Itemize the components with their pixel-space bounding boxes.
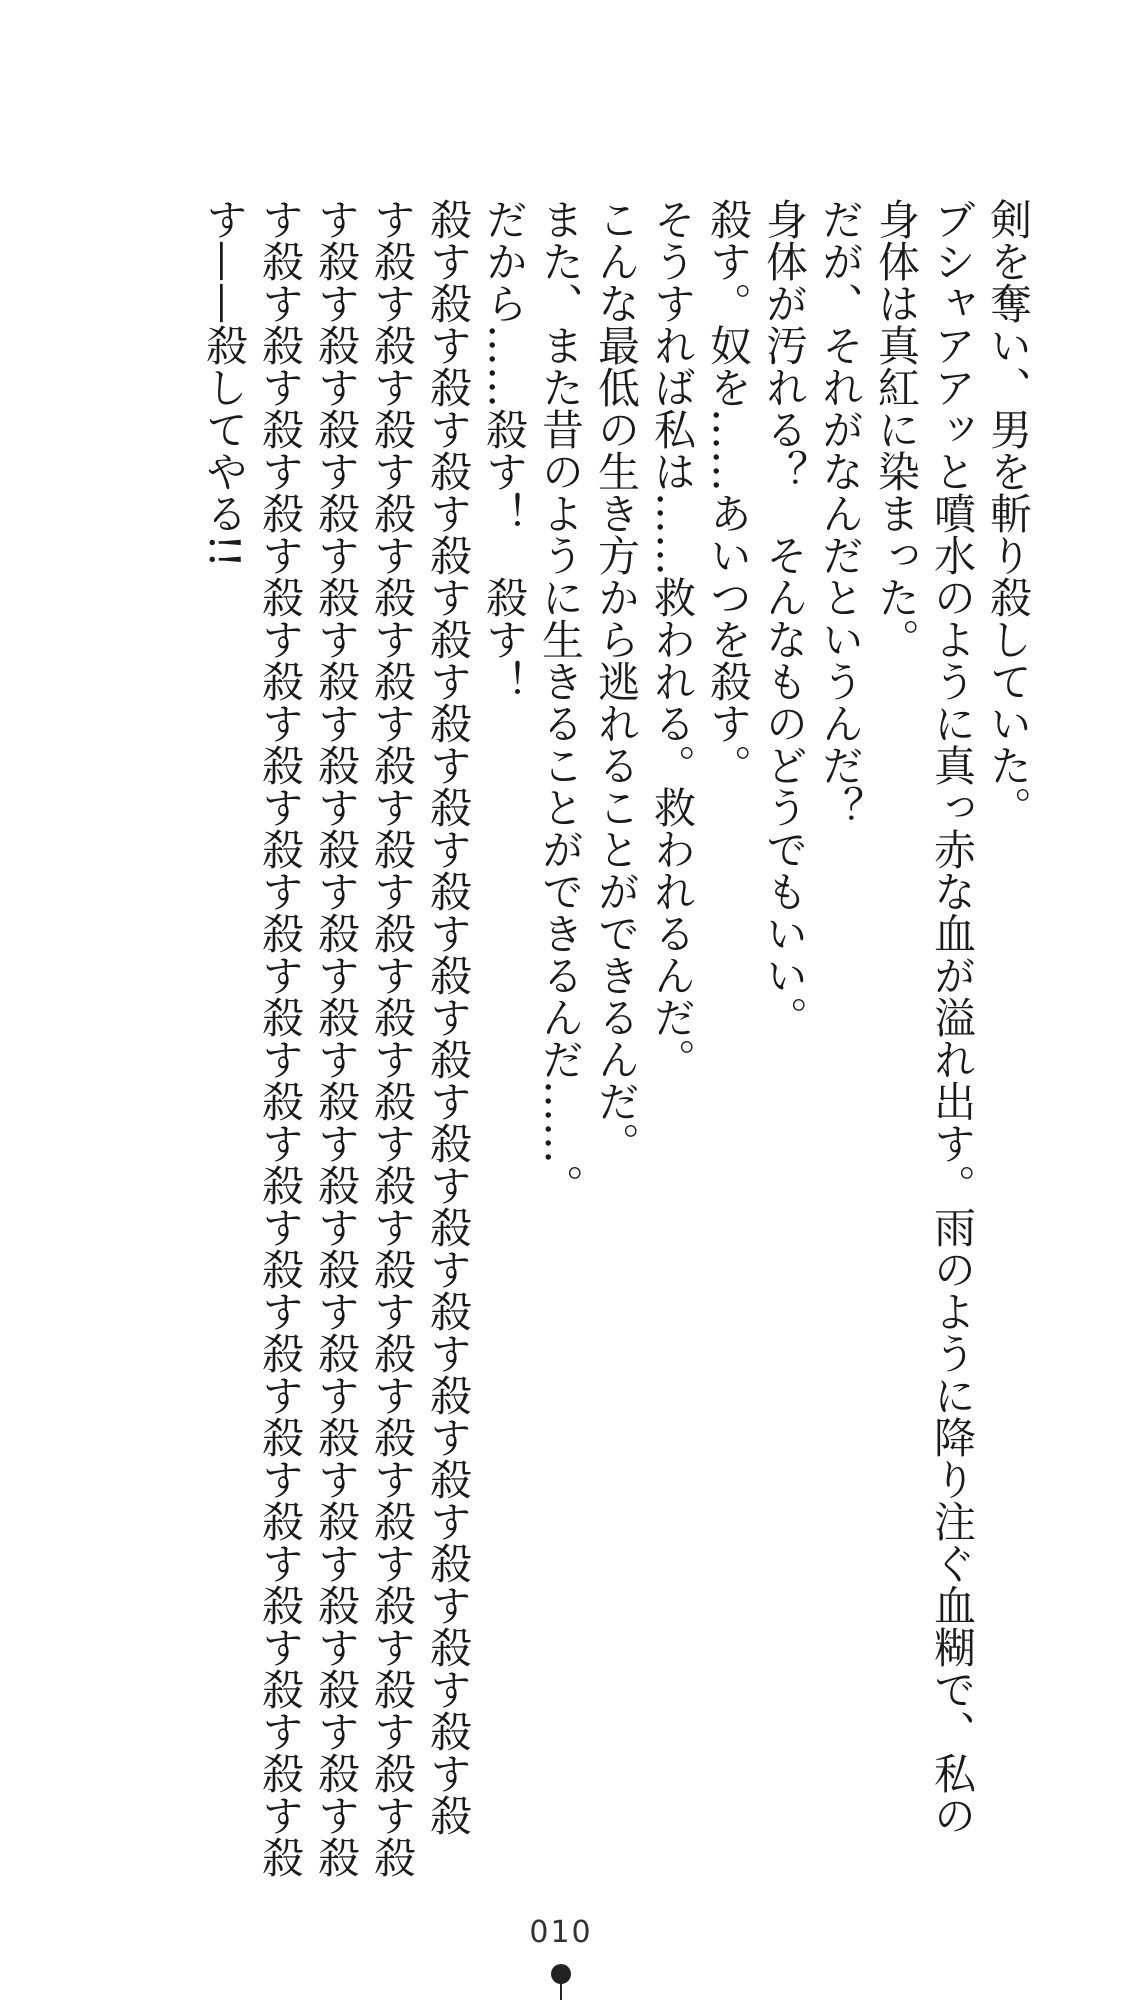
text-line: す殺す殺す殺す殺す殺す殺す殺す殺す殺す殺す殺す殺す殺す殺す殺す殺す殺す殺す殺す殺 — [312, 198, 361, 1878]
text-line: 殺す殺す殺す殺す殺す殺す殺す殺す殺す殺す殺す殺す殺す殺す殺す殺す殺す殺す殺す殺 — [424, 198, 473, 1836]
text-line: す殺す殺す殺す殺す殺す殺す殺す殺す殺す殺す殺す殺す殺す殺す殺す殺す殺す殺す殺す殺 — [368, 198, 417, 1878]
vertical-text-body — [196, 198, 1036, 1878]
text-line: また、また昔のように生きることができるんだ……。 — [536, 198, 585, 1206]
text-line: だから……殺す！ 殺す！ — [480, 198, 529, 702]
text-line: こんな最低の生き方から逃れることができるんだ。 — [592, 198, 641, 1164]
page-marker-icon — [548, 1964, 574, 2000]
text-line: だが、それがなんだというんだ？ — [816, 198, 865, 828]
page-number: 010 — [529, 1915, 593, 1950]
text-line: ブシャアアッと噴水のように真っ赤な血が溢れ出す。雨のように降り注ぐ血糊で、私の — [928, 198, 977, 1836]
text-line: そうすれば私は……救われる。救われるんだ。 — [648, 198, 697, 1080]
text-line: 殺す。奴を……あいつを殺す。 — [704, 198, 753, 786]
text-line: 身体が汚れる？ そんなものどうでもいい。 — [760, 198, 809, 1038]
text-line: す——殺してやる!! — [200, 198, 249, 568]
text-line: 剣を奪い、男を斬り殺していた。 — [984, 198, 1033, 828]
text-line: 身体は真紅に染まった。 — [872, 198, 921, 660]
text-line: す殺す殺す殺す殺す殺す殺す殺す殺す殺す殺す殺す殺す殺す殺す殺す殺す殺す殺す殺す殺 — [256, 198, 305, 1878]
page-footer — [0, 1915, 1122, 1950]
